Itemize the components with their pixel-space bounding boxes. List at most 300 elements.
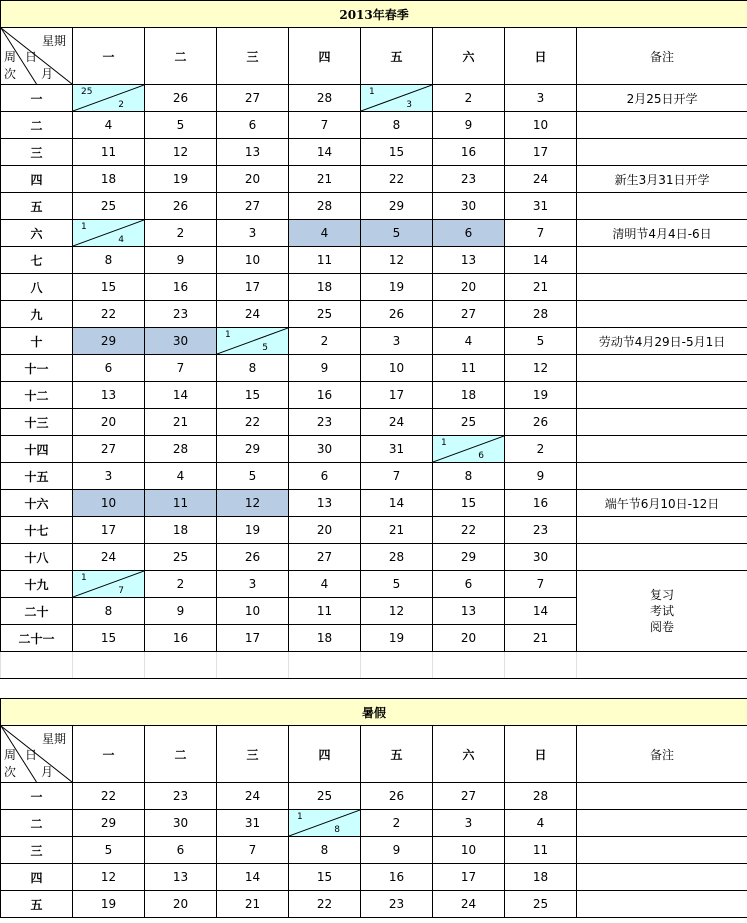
- date-cell: 7: [361, 463, 433, 490]
- split-month: 6: [478, 451, 484, 461]
- date-cell: 4: [289, 571, 361, 598]
- date-cell: 22: [73, 301, 145, 328]
- weekday-header: 日: [505, 28, 577, 85]
- date-cell: 18: [289, 625, 361, 652]
- week-row: [1, 274, 747, 301]
- date-cell: 4: [145, 463, 217, 490]
- spacer-cell: [217, 652, 289, 679]
- week-row: [1, 85, 747, 112]
- summer-title: 暑假: [1, 699, 747, 726]
- week-row: [1, 571, 747, 598]
- weekday-header: 三: [217, 726, 289, 783]
- date-cell: 18: [73, 166, 145, 193]
- week-label: 十九: [1, 571, 73, 598]
- date-cell: 20: [289, 517, 361, 544]
- date-cell: 7: [289, 112, 361, 139]
- week-note: [577, 517, 747, 544]
- holiday-date-cell: 30: [145, 328, 217, 355]
- date-cell: 17: [505, 139, 577, 166]
- date-cell: 25: [289, 301, 361, 328]
- week-note: [577, 544, 747, 571]
- week-note: [577, 891, 747, 918]
- weekday-header: 一: [73, 726, 145, 783]
- date-cell: 9: [145, 598, 217, 625]
- date-cell: 20: [73, 409, 145, 436]
- date-cell: 2: [289, 328, 361, 355]
- date-cell: 28: [505, 301, 577, 328]
- date-cell: 23: [361, 891, 433, 918]
- week-note: [577, 436, 747, 463]
- date-cell: 22: [289, 891, 361, 918]
- corner-label-yue: 月: [41, 765, 54, 779]
- week-label: 五: [1, 891, 73, 918]
- date-cell: 18: [505, 864, 577, 891]
- date-cell: 5: [145, 112, 217, 139]
- date-cell: 3: [433, 810, 505, 837]
- summer-calendar-table: [0, 698, 747, 918]
- date-cell: 10: [361, 355, 433, 382]
- week-label: 十: [1, 328, 73, 355]
- date-cell: 24: [217, 783, 289, 810]
- date-cell: 5: [505, 328, 577, 355]
- date-cell: 12: [145, 139, 217, 166]
- split-day: 1: [297, 812, 303, 822]
- week-row: [1, 247, 747, 274]
- date-cell: 11: [289, 247, 361, 274]
- split-month: 5: [262, 343, 268, 353]
- date-cell: 16: [505, 490, 577, 517]
- date-cell: 28: [361, 544, 433, 571]
- date-cell: 15: [73, 625, 145, 652]
- exam-note: [577, 571, 747, 652]
- date-cell: 14: [505, 247, 577, 274]
- weekday-header: 五: [361, 28, 433, 85]
- date-cell: 2: [145, 571, 217, 598]
- date-cell: 6: [433, 571, 505, 598]
- date-cell: 19: [73, 891, 145, 918]
- spacer-row: [1, 652, 747, 679]
- date-cell: 29: [361, 193, 433, 220]
- date-cell: 23: [145, 301, 217, 328]
- date-cell: 23: [289, 409, 361, 436]
- date-cell: 19: [217, 517, 289, 544]
- date-cell: 15: [289, 864, 361, 891]
- date-cell: 24: [505, 166, 577, 193]
- weekday-header: 二: [145, 726, 217, 783]
- note-header: 备注: [577, 726, 747, 783]
- week-label: 一: [1, 85, 73, 112]
- week-label: 三: [1, 837, 73, 864]
- week-row: [1, 783, 747, 810]
- date-cell: 13: [289, 490, 361, 517]
- date-cell: 5: [73, 837, 145, 864]
- week-note: 2月25日开学: [577, 85, 747, 112]
- date-cell: 21: [505, 625, 577, 652]
- date-cell: 5: [361, 571, 433, 598]
- date-cell: 23: [145, 783, 217, 810]
- week-row: [1, 382, 747, 409]
- corner-label-zhou: 周: [4, 748, 17, 762]
- week-row: [1, 193, 747, 220]
- holiday-date-cell: 10: [73, 490, 145, 517]
- split-month: 2: [118, 100, 124, 110]
- date-cell: 8: [73, 598, 145, 625]
- date-cell: 25: [145, 544, 217, 571]
- spacer-cell: [433, 652, 505, 679]
- week-label: 十三: [1, 409, 73, 436]
- date-cell: 15: [217, 382, 289, 409]
- week-row: [1, 891, 747, 918]
- date-cell: 11: [505, 837, 577, 864]
- week-label: 十七: [1, 517, 73, 544]
- date-cell: 2: [145, 220, 217, 247]
- date-cell: 25: [289, 783, 361, 810]
- date-cell: 12: [361, 247, 433, 274]
- date-cell: 11: [433, 355, 505, 382]
- week-label: 二: [1, 112, 73, 139]
- corner-label-ci: 次: [4, 765, 17, 779]
- date-cell: 24: [217, 301, 289, 328]
- holiday-date-cell: 11: [145, 490, 217, 517]
- split-day: 1: [81, 573, 87, 583]
- date-cell: 28: [145, 436, 217, 463]
- spacer-cell: [145, 652, 217, 679]
- date-cell: 15: [73, 274, 145, 301]
- date-cell: 17: [361, 382, 433, 409]
- date-cell: 8: [361, 112, 433, 139]
- date-cell: 22: [217, 409, 289, 436]
- week-note: [577, 274, 747, 301]
- week-label: 六: [1, 220, 73, 247]
- date-cell: 26: [361, 783, 433, 810]
- date-cell: 31: [505, 193, 577, 220]
- date-cell: 14: [145, 382, 217, 409]
- date-cell: 18: [433, 382, 505, 409]
- month-start-cell: [217, 328, 289, 355]
- spacer-cell: [577, 652, 747, 679]
- week-label: 十六: [1, 490, 73, 517]
- week-note: 新生3月31日开学: [577, 166, 747, 193]
- date-cell: 6: [289, 463, 361, 490]
- month-start-cell: [73, 220, 145, 247]
- date-cell: 4: [505, 810, 577, 837]
- date-cell: 9: [145, 247, 217, 274]
- date-cell: 17: [433, 864, 505, 891]
- date-cell: 18: [145, 517, 217, 544]
- week-note: [577, 409, 747, 436]
- date-cell: 27: [289, 544, 361, 571]
- corner-label-xingqi: 星期: [41, 732, 66, 746]
- date-cell: 7: [217, 837, 289, 864]
- date-cell: 3: [361, 328, 433, 355]
- note-header: 备注: [577, 28, 747, 85]
- date-cell: 8: [289, 837, 361, 864]
- date-cell: 10: [433, 837, 505, 864]
- week-row: [1, 463, 747, 490]
- week-label: 七: [1, 247, 73, 274]
- month-start-cell: [361, 85, 433, 112]
- date-cell: 12: [73, 864, 145, 891]
- date-cell: 27: [433, 301, 505, 328]
- date-cell: 5: [217, 463, 289, 490]
- week-row: [1, 544, 747, 571]
- summer-corner-cell: [1, 726, 73, 783]
- weekday-header: 五: [361, 726, 433, 783]
- date-cell: 21: [505, 274, 577, 301]
- date-cell: 16: [145, 625, 217, 652]
- week-note: [577, 301, 747, 328]
- week-label: 二十一: [1, 625, 73, 652]
- date-cell: 30: [145, 810, 217, 837]
- date-cell: 28: [289, 193, 361, 220]
- date-cell: 16: [433, 139, 505, 166]
- holiday-date-cell: 29: [73, 328, 145, 355]
- date-cell: 3: [73, 463, 145, 490]
- weekday-header: 四: [289, 726, 361, 783]
- date-cell: 14: [217, 864, 289, 891]
- date-cell: 2: [433, 85, 505, 112]
- date-cell: 8: [73, 247, 145, 274]
- date-cell: 28: [289, 85, 361, 112]
- corner-label-xingqi: 星期: [41, 34, 66, 48]
- week-row: [1, 837, 747, 864]
- date-cell: 30: [289, 436, 361, 463]
- date-cell: 12: [361, 598, 433, 625]
- weekday-header: 四: [289, 28, 361, 85]
- week-note: [577, 247, 747, 274]
- week-label: 十一: [1, 355, 73, 382]
- week-label: 九: [1, 301, 73, 328]
- split-month: 4: [118, 235, 124, 245]
- spacer-cell: [361, 652, 433, 679]
- week-label: 五: [1, 193, 73, 220]
- week-note: 清明节4月4日-6日: [577, 220, 747, 247]
- holiday-date-cell: 6: [433, 220, 505, 247]
- date-cell: 22: [73, 783, 145, 810]
- week-row: [1, 112, 747, 139]
- week-row: [1, 864, 747, 891]
- date-cell: 13: [145, 864, 217, 891]
- week-label: 三: [1, 139, 73, 166]
- date-cell: 31: [217, 810, 289, 837]
- date-cell: 28: [505, 783, 577, 810]
- date-cell: 3: [217, 220, 289, 247]
- week-note: [577, 193, 747, 220]
- week-label: 一: [1, 783, 73, 810]
- weekday-header: 三: [217, 28, 289, 85]
- month-start-cell: [73, 85, 145, 112]
- weekday-header: 一: [73, 28, 145, 85]
- holiday-date-cell: 12: [217, 490, 289, 517]
- week-note: [577, 463, 747, 490]
- date-cell: 13: [433, 247, 505, 274]
- date-cell: 7: [505, 571, 577, 598]
- date-cell: 21: [361, 517, 433, 544]
- date-cell: 13: [73, 382, 145, 409]
- date-cell: 29: [73, 810, 145, 837]
- week-row: [1, 409, 747, 436]
- date-cell: 23: [433, 166, 505, 193]
- date-cell: 20: [145, 891, 217, 918]
- date-cell: 19: [145, 166, 217, 193]
- date-cell: 7: [505, 220, 577, 247]
- spring-title: 2013年春季: [1, 1, 747, 28]
- date-cell: 3: [217, 571, 289, 598]
- date-cell: 8: [217, 355, 289, 382]
- date-cell: 6: [73, 355, 145, 382]
- week-row: [1, 517, 747, 544]
- week-row: [1, 490, 747, 517]
- month-start-cell: [433, 436, 505, 463]
- week-label: 二: [1, 810, 73, 837]
- month-start-cell: [73, 571, 145, 598]
- split-month: 7: [118, 586, 124, 596]
- date-cell: 14: [289, 139, 361, 166]
- week-label: 二十: [1, 598, 73, 625]
- date-cell: 9: [433, 112, 505, 139]
- date-cell: 11: [73, 139, 145, 166]
- spring-corner-cell: [1, 28, 73, 85]
- date-cell: 8: [433, 463, 505, 490]
- corner-label-ci: 次: [4, 67, 17, 81]
- weekday-header: 二: [145, 28, 217, 85]
- exam-note-line: 复习: [650, 588, 675, 602]
- date-cell: 7: [145, 355, 217, 382]
- week-note: [577, 783, 747, 810]
- date-cell: 2: [505, 436, 577, 463]
- split-day: 1: [225, 330, 231, 340]
- weekday-header: 日: [505, 726, 577, 783]
- date-cell: 20: [217, 166, 289, 193]
- month-start-cell: [289, 810, 361, 837]
- date-cell: 26: [217, 544, 289, 571]
- date-cell: 25: [73, 193, 145, 220]
- date-cell: 27: [433, 783, 505, 810]
- date-cell: 16: [361, 864, 433, 891]
- weekday-header: 六: [433, 726, 505, 783]
- holiday-date-cell: 4: [289, 220, 361, 247]
- corner-label-ri: 日: [25, 50, 38, 64]
- date-cell: 9: [361, 837, 433, 864]
- week-row: [1, 166, 747, 193]
- date-cell: 21: [289, 166, 361, 193]
- date-cell: 19: [361, 274, 433, 301]
- weekday-header: 六: [433, 28, 505, 85]
- date-cell: 10: [505, 112, 577, 139]
- week-note: [577, 139, 747, 166]
- week-label: 四: [1, 166, 73, 193]
- date-cell: 17: [217, 274, 289, 301]
- week-row: [1, 436, 747, 463]
- date-cell: 27: [217, 85, 289, 112]
- date-cell: 17: [217, 625, 289, 652]
- split-day: 25: [81, 87, 93, 97]
- date-cell: 18: [289, 274, 361, 301]
- date-cell: 26: [505, 409, 577, 436]
- date-cell: 20: [433, 274, 505, 301]
- corner-label-zhou: 周: [4, 50, 17, 64]
- date-cell: 16: [289, 382, 361, 409]
- corner-label-ri: 日: [25, 748, 38, 762]
- date-cell: 12: [505, 355, 577, 382]
- week-label: 四: [1, 864, 73, 891]
- week-row: [1, 328, 747, 355]
- date-cell: 24: [73, 544, 145, 571]
- spacer-cell: [505, 652, 577, 679]
- date-cell: 14: [361, 490, 433, 517]
- week-label: 十八: [1, 544, 73, 571]
- date-cell: 26: [145, 193, 217, 220]
- week-note: [577, 837, 747, 864]
- corner-label-yue: 月: [41, 67, 54, 81]
- date-cell: 6: [145, 837, 217, 864]
- date-cell: 10: [217, 247, 289, 274]
- date-cell: 13: [217, 139, 289, 166]
- date-cell: 17: [73, 517, 145, 544]
- date-cell: 9: [289, 355, 361, 382]
- date-cell: 9: [505, 463, 577, 490]
- week-label: 十二: [1, 382, 73, 409]
- date-cell: 15: [361, 139, 433, 166]
- date-cell: 24: [361, 409, 433, 436]
- date-cell: 4: [433, 328, 505, 355]
- exam-note-line: 阅卷: [650, 620, 675, 634]
- week-note: [577, 382, 747, 409]
- date-cell: 3: [505, 85, 577, 112]
- date-cell: 21: [145, 409, 217, 436]
- week-row: [1, 301, 747, 328]
- week-row: [1, 139, 747, 166]
- date-cell: 27: [73, 436, 145, 463]
- date-cell: 27: [217, 193, 289, 220]
- date-cell: 25: [505, 891, 577, 918]
- date-cell: 26: [361, 301, 433, 328]
- week-row: [1, 220, 747, 247]
- date-cell: 22: [433, 517, 505, 544]
- week-label: 十四: [1, 436, 73, 463]
- date-cell: 19: [361, 625, 433, 652]
- split-day: 1: [81, 222, 87, 232]
- date-cell: 6: [217, 112, 289, 139]
- date-cell: 30: [505, 544, 577, 571]
- week-label: 十五: [1, 463, 73, 490]
- week-note: [577, 355, 747, 382]
- date-cell: 30: [433, 193, 505, 220]
- date-cell: 16: [145, 274, 217, 301]
- date-cell: 31: [361, 436, 433, 463]
- week-note: 端午节6月10日-12日: [577, 490, 747, 517]
- date-cell: 11: [289, 598, 361, 625]
- week-note: [577, 864, 747, 891]
- spacer-cell: [289, 652, 361, 679]
- date-cell: 20: [433, 625, 505, 652]
- exam-note-line: 考试: [650, 604, 675, 618]
- date-cell: 26: [145, 85, 217, 112]
- week-note: 劳动节4月29日-5月1日: [577, 328, 747, 355]
- week-row: [1, 355, 747, 382]
- date-cell: 2: [361, 810, 433, 837]
- date-cell: 22: [361, 166, 433, 193]
- split-month: 8: [334, 825, 340, 835]
- date-cell: 10: [217, 598, 289, 625]
- week-note: [577, 810, 747, 837]
- date-cell: 25: [433, 409, 505, 436]
- week-label: 八: [1, 274, 73, 301]
- date-cell: 29: [217, 436, 289, 463]
- spacer-cell: [73, 652, 145, 679]
- split-day: 1: [369, 87, 375, 97]
- date-cell: 4: [73, 112, 145, 139]
